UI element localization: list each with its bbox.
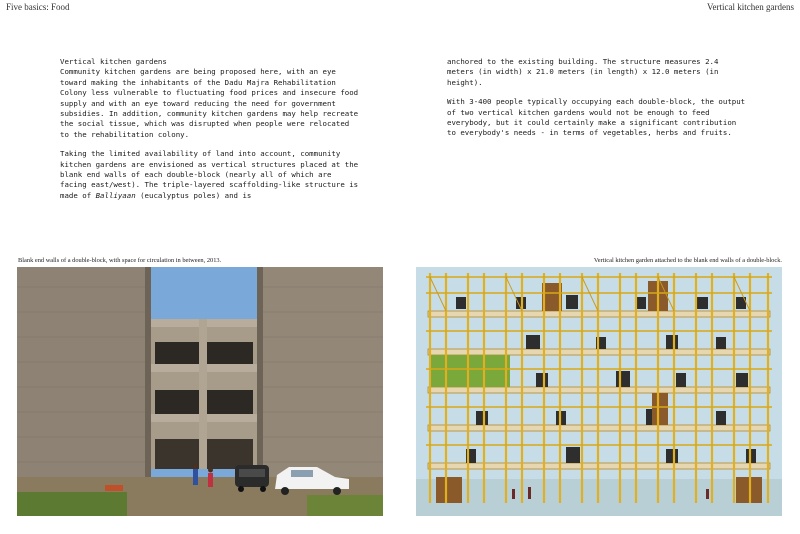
circulation-block: [151, 319, 257, 469]
caption-left: Blank end walls of a double-block, with space for circulation in between, 2013.: [18, 257, 222, 264]
paragraph-2-end: (eucalyptus poles) and is: [135, 190, 252, 200]
running-header-right: Vertical kitchen gardens: [707, 2, 794, 12]
section-heading: Vertical kitchen gardens: [60, 57, 167, 66]
left-end-wall: [17, 267, 149, 492]
paragraph-4: With 3-400 people typically occupying each double-block, the output of two vertical kitchen gardens would not be enough to feed everybody, but it could certainly make a significant contribution to everybody's needs - in terms of vegetables, herbs and fruits.: [447, 97, 746, 138]
brick-pile: [105, 485, 123, 491]
grass: [17, 492, 127, 516]
paragraph-1: Community kitchen gardens are being proposed here, with an eye toward making the inhabitants of the Dadu Majra Rehabilitation Colony less vulnerable to fluctuating food prices and insecure food supply and with an eye toward reducing the need for government subsidies. In addition, community kitchen gardens may help recreate the social tissue, which was disrupted when people were relocated to the rehabilitation colony.: [60, 67, 359, 139]
running-header-left: Five basics: Food: [6, 2, 70, 12]
text-column-right: [447, 57, 747, 148]
paragraph-intro: [60, 57, 360, 140]
paragraph-3: anchored to the existing building. The structure measures 2.4 meters (in width) x 21.0 meters (in length) x 12.0 meters (in height).: [447, 57, 719, 87]
right-end-wall: [261, 267, 383, 492]
render-vertical-kitchen-garden: [416, 267, 782, 516]
paragraph-2-start: Taking the limited availability of land into account, community kitchen gardens are envisioned as vertical structures placed at the blank end walls of each double-block (nearly all of which are facing east/west). The triple-layered scaffolding-like structure is made of: [60, 149, 359, 200]
caption-right: Vertical kitchen garden attached to the blank end walls of a double-block.: [593, 257, 782, 264]
photo-blank-end-walls: [17, 267, 383, 516]
text-column-left: [60, 57, 360, 210]
paragraph-2: [60, 149, 360, 201]
paragraph-2-italic: Balliyaan: [95, 190, 136, 200]
green-planter: [430, 355, 510, 387]
